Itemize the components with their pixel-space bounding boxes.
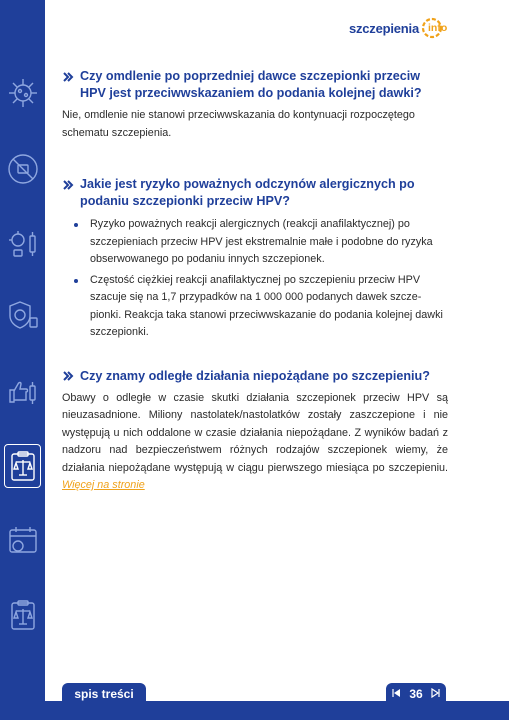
faq-answer-text: Obawy o odległe w czasie skutki działania szczepionek przeciw HPV są nieuzasadnione. Miliony nastolatek/nastolatków zostały zaszczepione i nie występują u nich oddalone w czasie działania niepożądane. Z wyników badań z nadzoru nad bezpieczeństwem różnych rodzajów szczepionek wiemy, że działania niepożądane występują w ciągu pierwszego miesiąca po szczepieniu. — [62, 391, 448, 474]
double-chevron-right-icon — [62, 68, 80, 85]
next-page-icon[interactable] — [431, 687, 440, 701]
faq-answer — [62, 390, 448, 495]
virus-syringe-icon[interactable] — [4, 224, 41, 261]
faq-question-text: Czy znamy odległe działania niepożądane po szczepieniu? — [80, 368, 430, 383]
sidebar — [0, 0, 45, 720]
faq-question — [62, 176, 448, 210]
brand-ring — [421, 17, 448, 39]
list-item: Częstość ciężkiej reakcji anafilaktycznej po szczepieniu przeciw HPV szacuje się na 1,7 przypadków na 1 000 000 podanych dawek szcze-pionki. Reakcja taka stanowi przeciwwskazanie do podania kolejnej dawki szczepionki. — [90, 272, 448, 342]
faq-bullet-list — [62, 216, 448, 342]
double-chevron-right-icon — [62, 176, 80, 193]
virus-icon[interactable] — [4, 74, 41, 111]
toc-button[interactable] — [62, 683, 146, 705]
toc-label: spis treści — [74, 687, 134, 701]
faq-content — [62, 68, 448, 495]
faq-question — [62, 68, 448, 102]
clipboard-scales-icon[interactable] — [4, 444, 41, 488]
faq-question-text: Czy omdlenie po poprzedniej dawce szczepionki przeciw HPV jest przeciwwskazaniem do podania kolejnej dawki? — [80, 69, 422, 100]
faq-section — [62, 176, 448, 342]
brand-name: szczepienia — [348, 20, 419, 36]
list-item: Ryzyko poważnych reakcji alergicznych (reakcji anafilaktycznej) po szczepieniach przeciw HPV jest ekstremalnie małe i podobne do ryzyka obserwowanego po podaniu innych szczepionek. — [90, 216, 448, 269]
brand-logo[interactable] — [348, 17, 448, 39]
faq-section — [62, 68, 448, 142]
thumbs-up-syringe-icon[interactable] — [4, 372, 41, 409]
shield-virus-icon[interactable] — [4, 296, 41, 333]
prev-page-icon[interactable] — [392, 687, 401, 701]
more-info-link[interactable]: Więcej na stronie — [62, 479, 145, 491]
faq-section — [62, 368, 448, 495]
brand-suffix: info — [428, 22, 448, 34]
faq-question — [62, 368, 448, 385]
no-vaccine-icon[interactable] — [4, 150, 41, 187]
faq-question-text: Jakie jest ryzyko poważnych odczynów alergicznych po podaniu szczepionki przeciw HPV? — [80, 177, 415, 208]
page-navigation — [386, 683, 446, 705]
double-chevron-right-icon — [62, 368, 80, 385]
calendar-virus-icon[interactable] — [4, 522, 41, 559]
clipboard-scales-icon[interactable] — [4, 596, 41, 633]
page-number: 36 — [409, 687, 423, 701]
faq-answer: Nie, omdlenie nie stanowi przeciwwskazania do kontynuacji rozpoczętego schematu szczepienia. — [62, 109, 415, 139]
